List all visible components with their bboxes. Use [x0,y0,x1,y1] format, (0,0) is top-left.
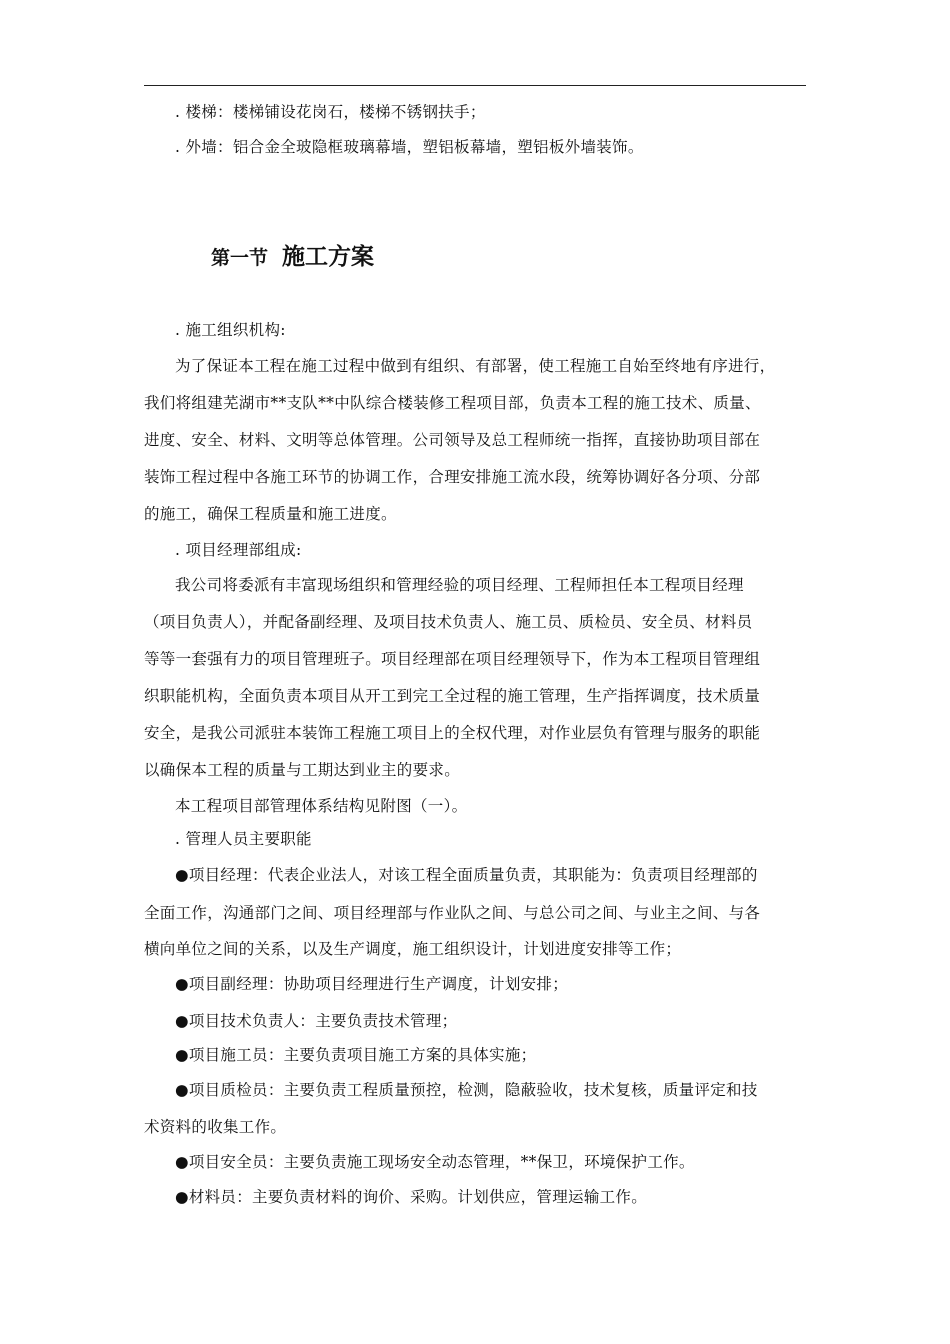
bullet-line: ●材料员：主要负责材料的询价、采购。计划供应，管理运输工作。 [175,1188,648,1206]
bullet-line: ●项目安全员：主要负责施工现场安全动态管理，**保卫，环境保护工作。 [175,1153,695,1171]
paragraph-line: 装饰工程过程中各施工环节的协调工作，合理安排施工流水段，统筹协调好各分项、分部 [144,468,761,486]
intro-line: . 外墙：铝合金全玻隐框玻璃幕墙，塑铝板幕墙，塑铝板外墙装饰。 [175,138,644,156]
section-title: 施工方案 [282,244,375,270]
paragraph-line: 全面工作，沟通部门之间、项目经理部与作业队之间、与总公司之间、与业主之间、与各 [144,904,761,922]
intro-line: . 楼梯：楼梯铺设花岗石，楼梯不锈钢扶手； [175,103,486,121]
paragraph-line: 进度、安全、材料、文明等总体管理。公司领导及总工程师统一指挥，直接协助项目部在 [144,431,761,449]
header-rule [144,85,806,86]
paragraph-line: 织职能机构，全面负责本项目从开工到完工全过程的施工管理，生产指挥调度，技术质量 [144,687,761,705]
paragraph-line: 安全，是我公司派驻本装饰工程施工项目上的全权代理，对作业层负有管理与服务的职能 [144,724,761,742]
subsection-label: . 项目经理部组成: [175,541,302,559]
paragraph-line: 等等一套强有力的项目管理班子。项目经理部在项目经理领导下，作为本工程项目管理组 [144,650,761,668]
paragraph-line: 横向单位之间的关系，以及生产调度，施工组织设计，计划进度安排等工作； [144,940,682,958]
paragraph-line: 我公司将委派有丰富现场组织和管理经验的项目经理、工程师担任本工程项目经理 [175,576,744,594]
paragraph-line: 我们将组建芜湖市**支队**中队综合楼装修工程项目部，负责本工程的施工技术、质量、 [144,394,761,412]
bullet-line: ●项目副经理：协助项目经理进行生产调度，计划安排； [175,975,569,993]
subsection-label: . 施工组织机构: [175,321,286,339]
section-number: 第一节 [211,247,269,269]
bullet-line: ●项目质检员：主要负责工程质量预控，检测，隐蔽验收，技术复核，质量评定和技 [175,1081,758,1099]
paragraph-line: 术资料的收集工作。 [144,1118,287,1136]
subsection-label: . 管理人员主要职能 [175,830,312,848]
paragraph-line: 的施工，确保工程质量和施工进度。 [144,505,397,523]
bullet-line: ●项目施工员：主要负责项目施工方案的具体实施； [175,1046,537,1064]
paragraph-line: 以确保本工程的质量与工期达到业主的要求。 [144,761,461,779]
section-heading [211,238,374,271]
bullet-line: ●项目技术负责人：主要负责技术管理； [175,1012,458,1030]
paragraph-line: （项目负责人），并配备副经理、及项目技术负责人、施工员、质检员、安全员、材料员 [144,613,753,631]
paragraph-line: 为了保证本工程在施工过程中做到有组织、有部署，使工程施工自始至终地有序进行， [175,357,776,375]
paragraph-line: 本工程项目部管理体系结构见附图（一）。 [175,797,468,815]
bullet-line: ●项目经理：代表企业法人，对该工程全面质量负责，其职能为：负责项目经理部的 [175,866,758,884]
